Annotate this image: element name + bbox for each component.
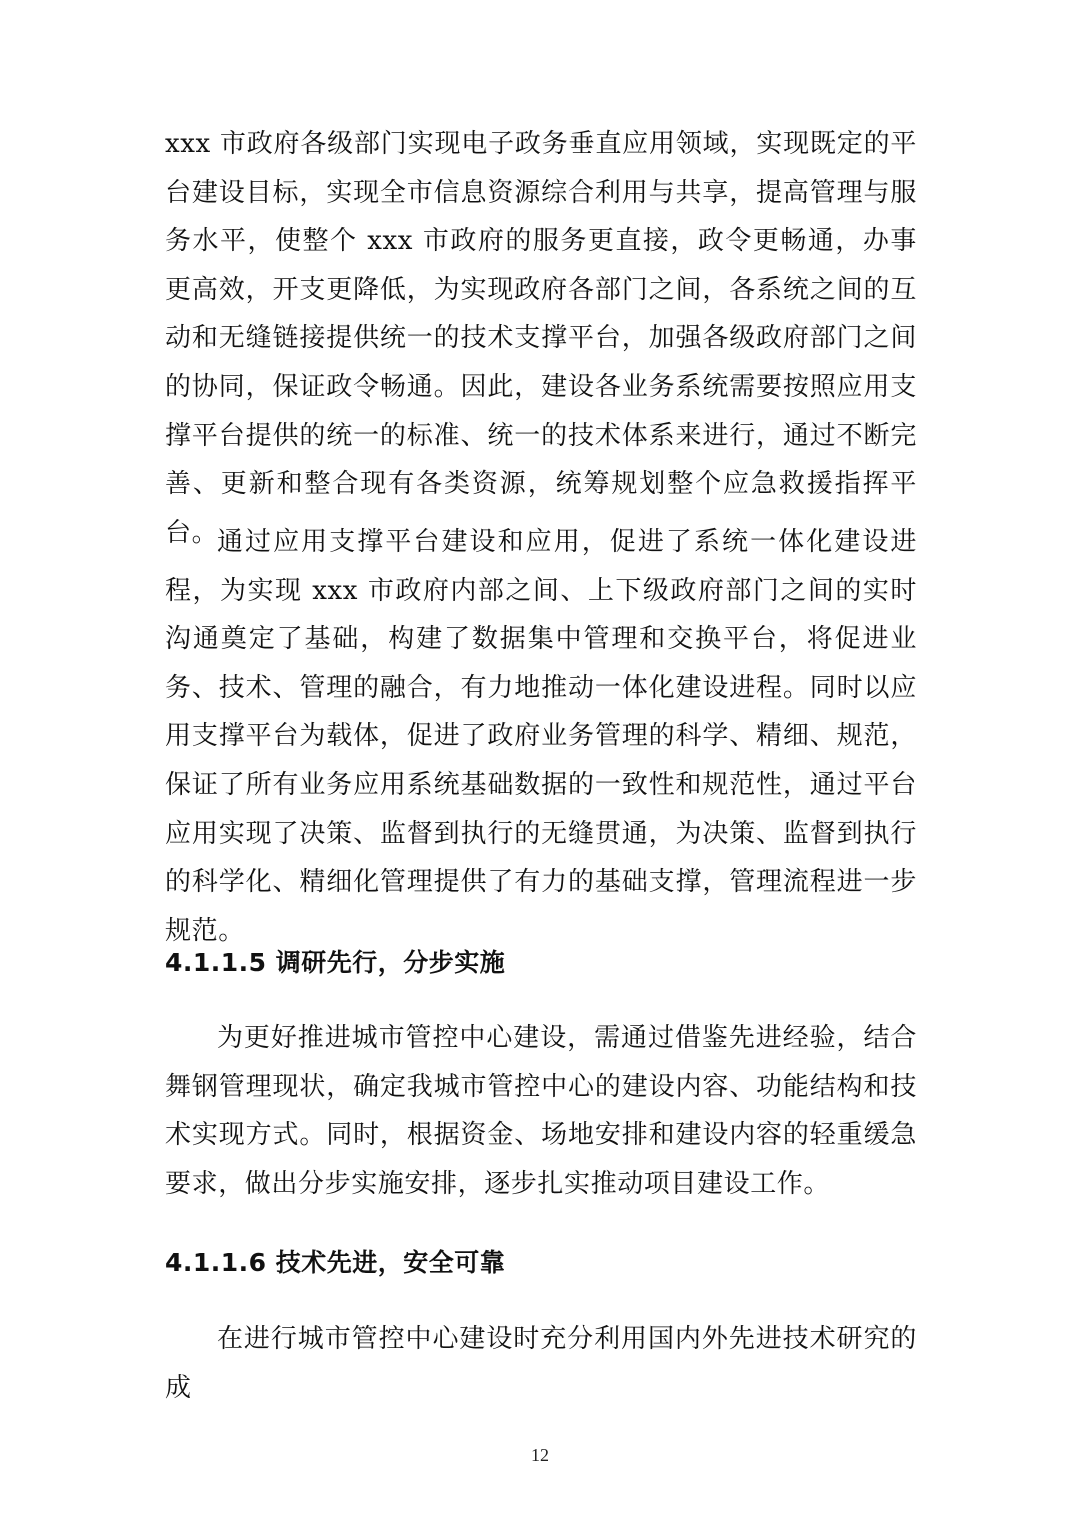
- paragraph-research-first: 为更好推进城市管控中心建设，需通过借鉴先进经验，结合舞钢管理现状，确定我城市管控中心的建设内容、功能结构和技术实现方式。同时，根据资金、场地安排和建设内容的轻重缓急要求，做出分步实施安排，逐步扎实推动项目建设工作。: [165, 1023, 917, 1199]
- page-number: 12: [531, 1445, 549, 1465]
- section-heading-4-1-1-6: 4.1.1.6 技术先进，安全可靠: [165, 1248, 506, 1277]
- paragraph-advanced-technology: 在进行城市管控中心建设时充分利用国内外先进技术研究的成: [165, 1324, 917, 1403]
- paragraph-intro-continued: xxx 市政府各级部门实现电子政务垂直应用领域，实现既定的平台建设目标，实现全市信息资源综合利用与共享，提高管理与服务水平，使整个 xxx 市政府的服务更直接，政令更畅通，办事更高效，开支更降低，为实现政府各部门之间，各系统之间的互动和无缝链接提供统一的技术支撑平台，加强各级政府部门之间的协同，保证政令畅通。因此，建设各业务系统需要按照应用支撑平台提供的统一的标准、统一的技术体系来进行，通过不断完善、更新和整合现有各类资源，统筹规划整个应急救援指挥平台。: [165, 129, 917, 548]
- section-heading-4-1-1-5: 4.1.1.5 调研先行，分步实施: [165, 948, 506, 977]
- paragraph-platform-benefits: 通过应用支撑平台建设和应用，促进了系统一体化建设进程，为实现 xxx 市政府内部之间、上下级政府部门之间的实时沟通奠定了基础，构建了数据集中管理和交换平台，将促进业务、技术、管理的融合，有力地推动一体化建设进程。同时以应用支撑平台为载体，促进了政府业务管理的科学、精细、规范，保证了所有业务应用系统基础数据的一致性和规范性，通过平台应用实现了决策、监督到执行的无缝贯通，为决策、监督到执行的科学化、精细化管理提供了有力的基础支撑，管理流程进一步规范。: [165, 527, 917, 946]
